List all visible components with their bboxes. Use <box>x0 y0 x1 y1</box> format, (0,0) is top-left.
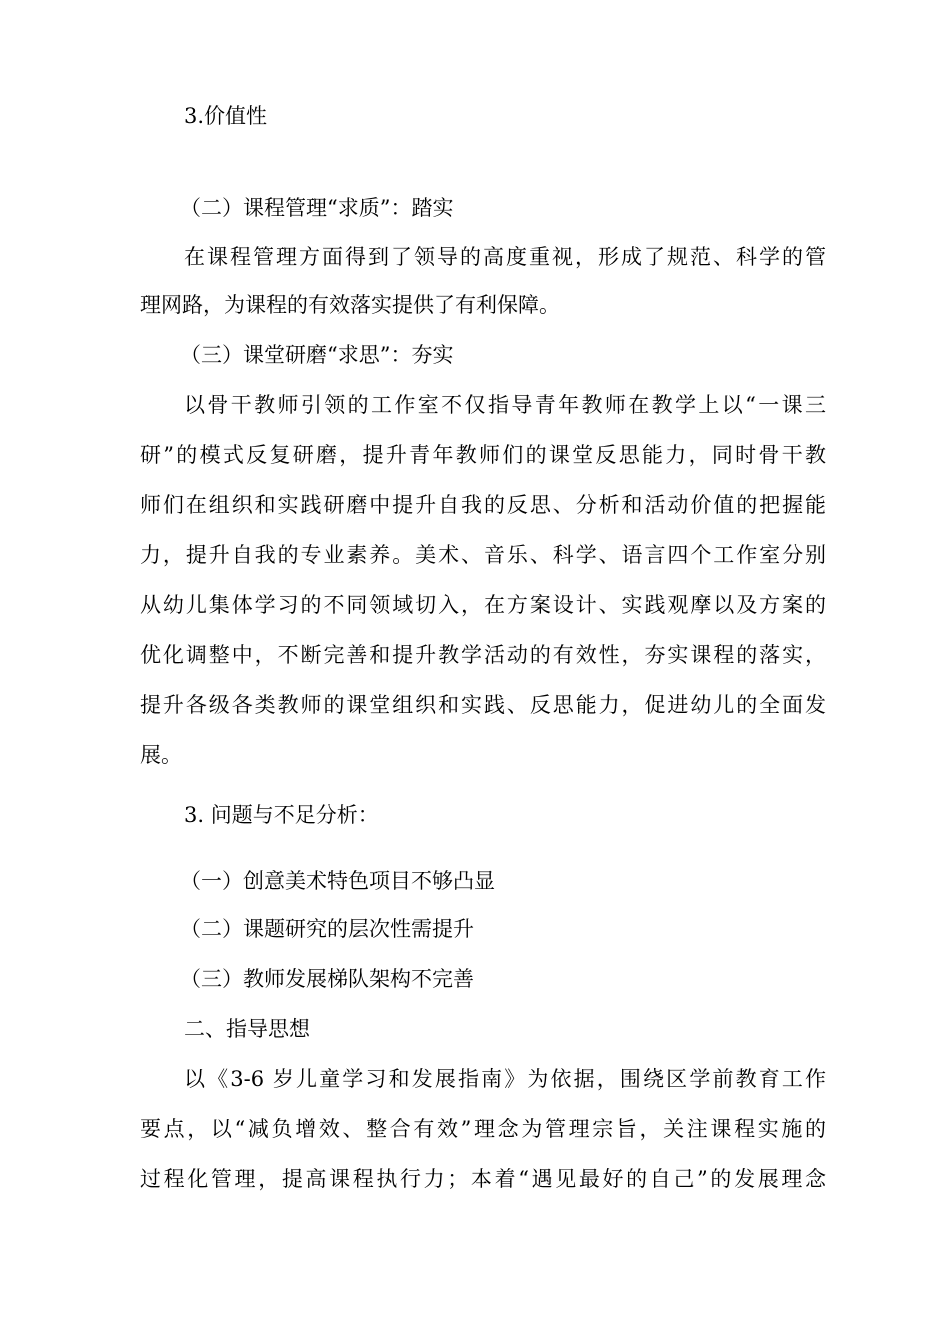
paragraph-line: 从幼儿集体学习的不同领域切入，在方案设计、实践观摩以及方案的 <box>140 593 826 617</box>
paragraph-line: 理网路，为课程的有效落实提供了有利保障。 <box>140 293 560 317</box>
problem-item: （二）课题研究的层次性需提升 <box>180 917 474 941</box>
paragraph-line: 以《3-6 岁儿童学习和发展指南》为依据，围绕区学前教育工作 <box>184 1067 826 1091</box>
guiding-heading: 二、指导思想 <box>184 1017 310 1041</box>
paragraph-line: 在课程管理方面得到了领导的高度重视，形成了规范、科学的管 <box>184 245 826 269</box>
heading-value: 3.价值性 <box>184 104 268 128</box>
section-title-course-management: （二）课程管理“求质”：踏实 <box>180 196 454 220</box>
paragraph-line: 提升各级各类教师的课堂组织和实践、反思能力，促进幼儿的全面发 <box>140 693 826 717</box>
section-title-classroom-polishing: （三）课堂研磨“求思”：夯实 <box>180 343 454 367</box>
problem-item: （一）创意美术特色项目不够凸显 <box>180 869 495 893</box>
problems-heading: 3. 问题与不足分析： <box>184 803 379 827</box>
problem-item: （三）教师发展梯队架构不完善 <box>180 967 474 991</box>
paragraph-line: 要点，以“减负增效、整合有效”理念为管理宗旨，关注课程实施的 <box>140 1117 826 1141</box>
paragraph-line: 优化调整中，不断完善和提升教学活动的有效性，夯实课程的落实， <box>140 643 826 667</box>
paragraph-line: 力，提升自我的专业素养。美术、音乐、科学、语言四个工作室分别 <box>140 543 826 567</box>
paragraph-line: 师们在组织和实践研磨中提升自我的反思、分析和活动价值的把握能 <box>140 493 826 517</box>
paragraph-line: 过程化管理，提高课程执行力；本着“遇见最好的自己”的发展理念 <box>140 1167 826 1191</box>
paragraph-line: 研”的模式反复研磨，提升青年教师们的课堂反思能力，同时骨干教 <box>140 443 826 467</box>
paragraph-line: 以骨干教师引领的工作室不仅指导青年教师在教学上以“一课三 <box>184 393 826 417</box>
paragraph-line: 展。 <box>140 743 182 767</box>
